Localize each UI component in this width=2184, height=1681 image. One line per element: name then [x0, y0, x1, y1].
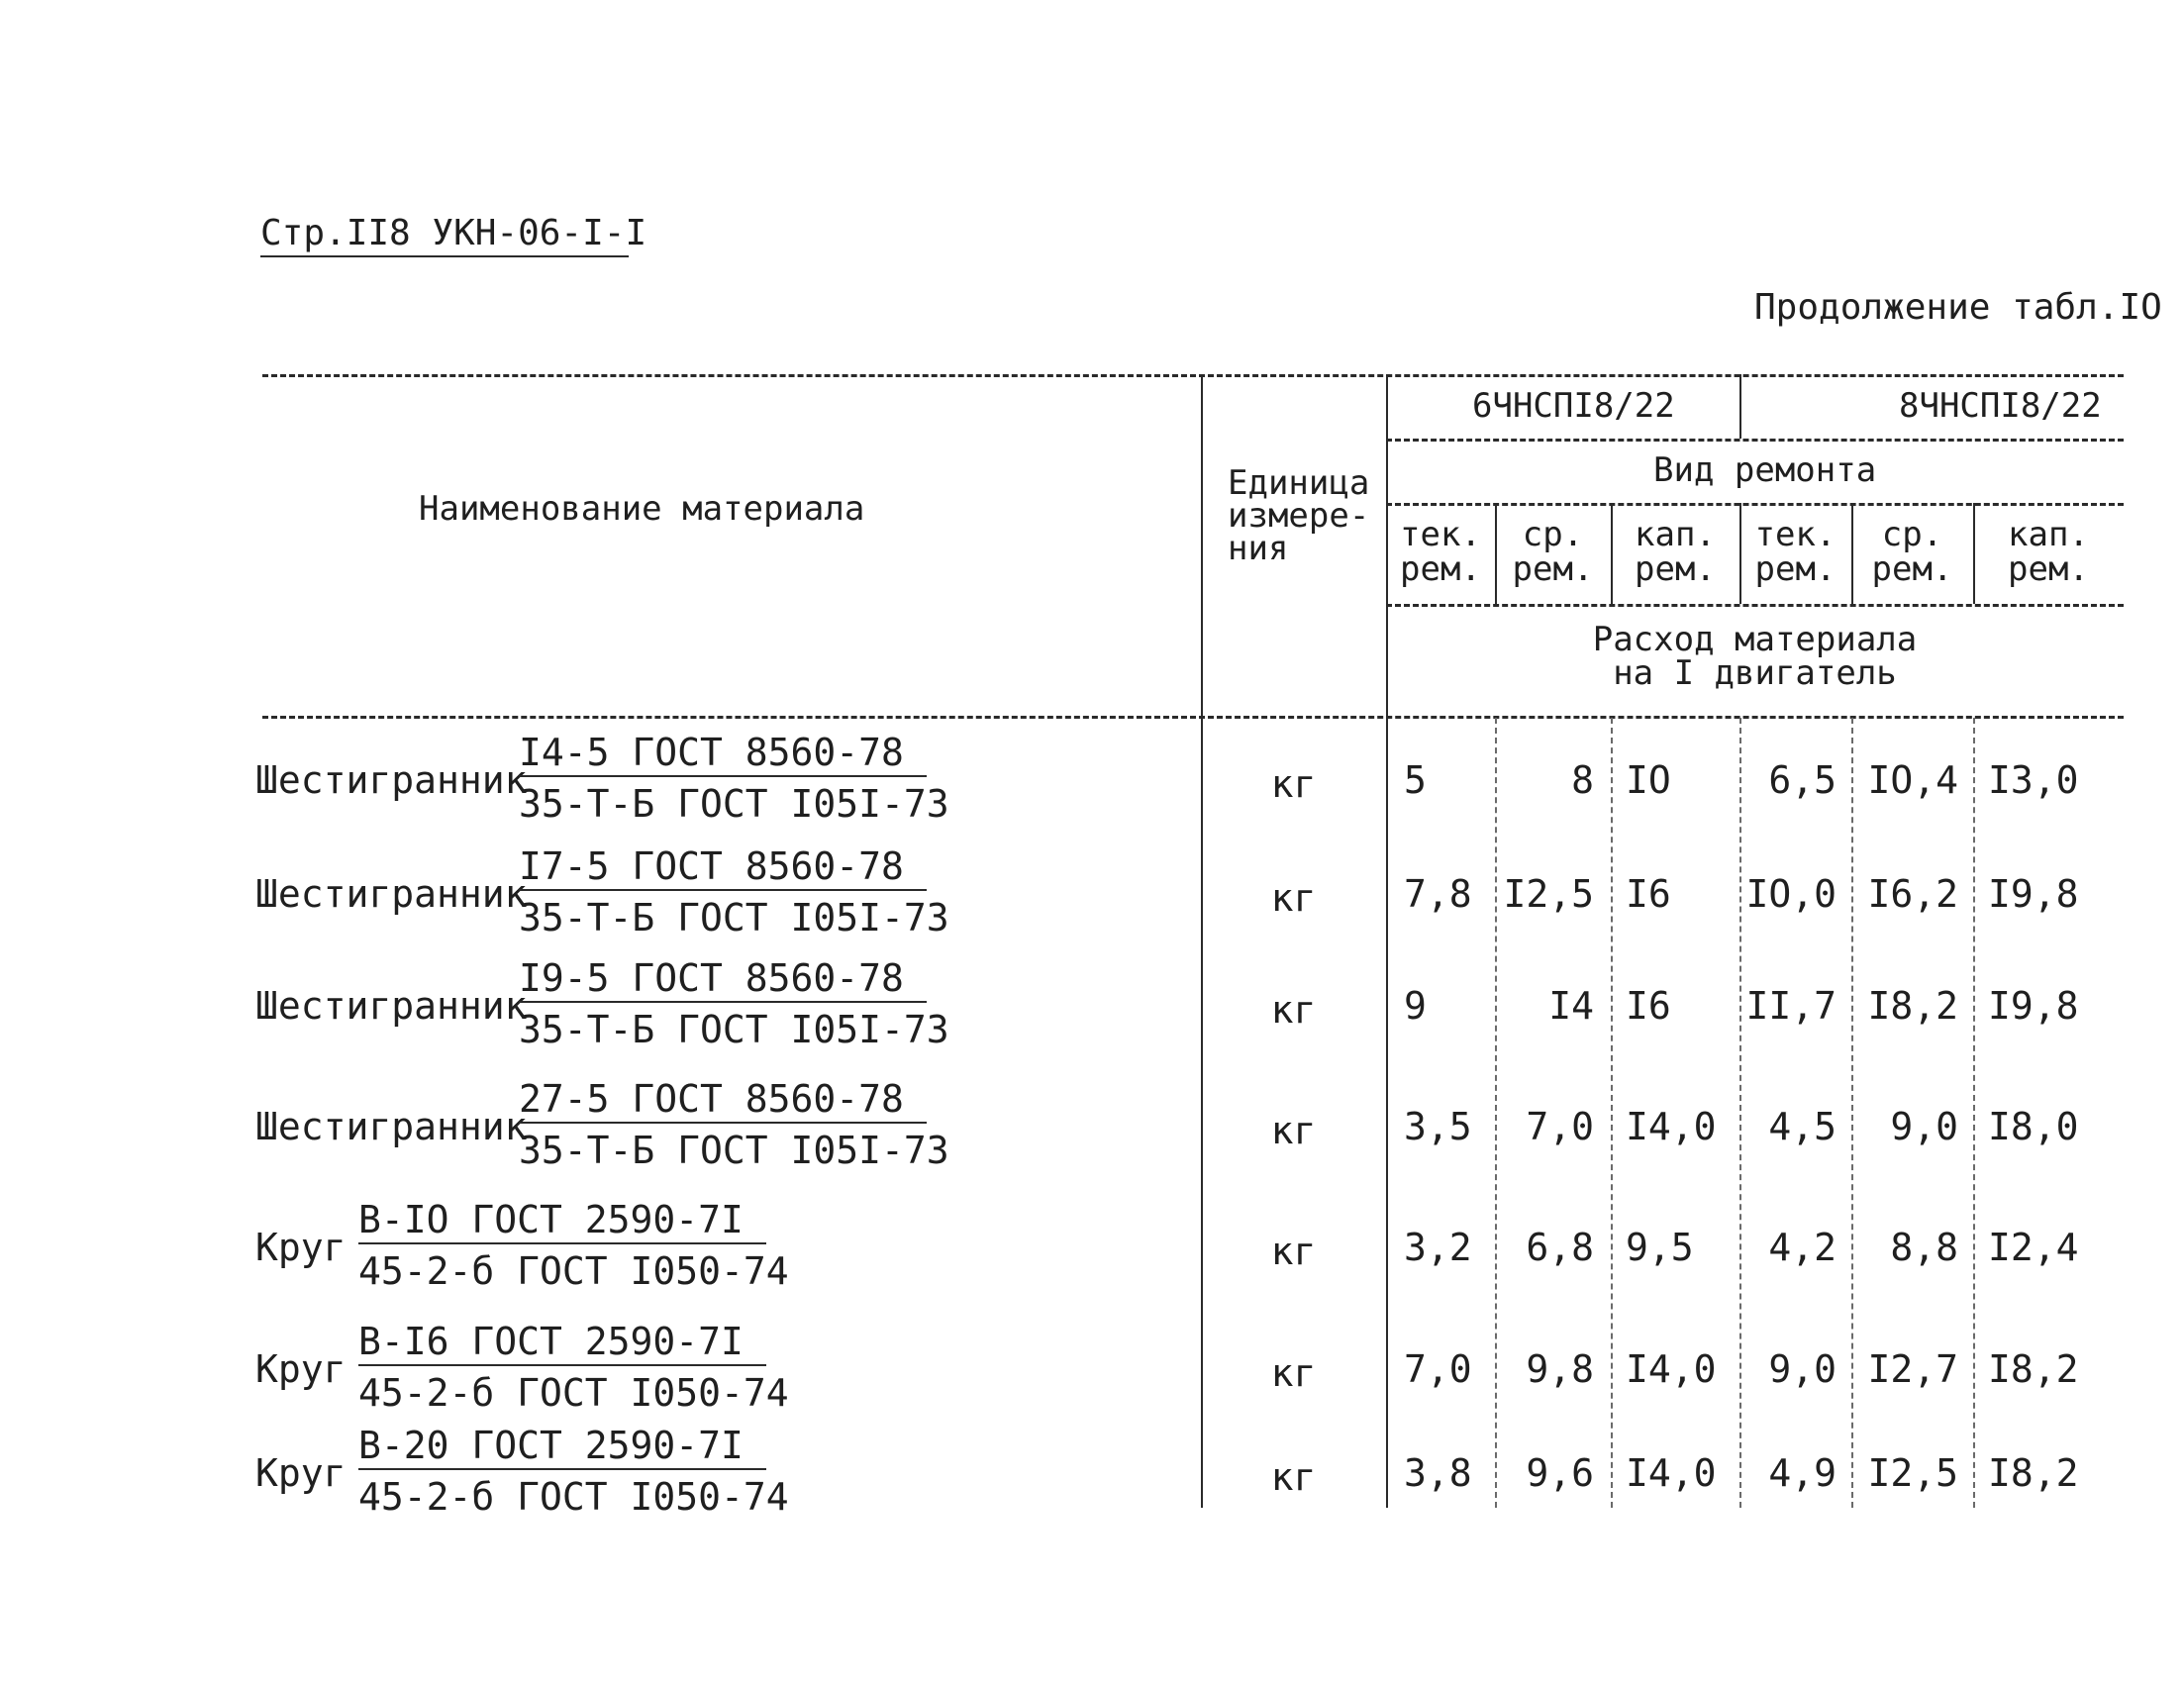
- header-consumption-line-2: на I двигатель: [1613, 653, 1897, 693]
- value-cell: I2,7: [1867, 1347, 1958, 1391]
- material-name: Круг: [255, 1451, 347, 1495]
- header-consumption-line-1: Расход материала: [1592, 620, 1918, 659]
- value-cell: 3,5: [1404, 1105, 1472, 1148]
- material-spec-fraction-bar: [519, 1001, 927, 1003]
- material-spec-fraction-bar: [358, 1364, 766, 1366]
- value-cell: I4,0: [1626, 1451, 1717, 1495]
- header-repair-col-1a: тек.: [1400, 515, 1481, 554]
- page-reference: Стр.II8 УКН-06-I-I: [260, 213, 647, 253]
- header-repair-col-6b: рем.: [2008, 549, 2089, 589]
- value-cell: 3,2: [1404, 1226, 1472, 1269]
- value-cell: I8,2: [1988, 1347, 2079, 1391]
- value-cell: 5: [1404, 758, 1427, 802]
- material-name: Круг: [255, 1226, 347, 1269]
- material-spec-numerator: В-I6 ГОСТ 2590-7I: [358, 1320, 744, 1363]
- value-cell: 4,5: [1768, 1105, 1837, 1148]
- header-repair-col-2b: рем.: [1512, 549, 1594, 589]
- material-spec-numerator: I4-5 ГОСТ 8560-78: [519, 731, 904, 774]
- material-spec-denominator: 45-2-б ГОСТ I050-74: [358, 1371, 789, 1415]
- unit-cell: кг: [1270, 1455, 1317, 1499]
- material-name: Круг: [255, 1347, 347, 1391]
- unit-cell: кг: [1270, 988, 1317, 1032]
- header-engine-2: 8ЧНСПI8/22: [1899, 386, 2102, 426]
- material-spec-denominator: 35-Т-Б ГОСТ I05I-73: [519, 1008, 949, 1051]
- header-repair-col-4b: рем.: [1754, 549, 1837, 589]
- material-spec-fraction-bar: [358, 1468, 766, 1470]
- header-repair-type: Вид ремонта: [1653, 450, 1877, 490]
- engine-header-rule: [1386, 439, 2124, 442]
- value-cell: 3,8: [1404, 1451, 1472, 1495]
- value-cell: IO,0: [1745, 872, 1837, 916]
- value-cell: I8,2: [1867, 984, 1958, 1028]
- col-divider-unit: [1201, 374, 1203, 1508]
- material-spec-denominator: 45-2-б ГОСТ I050-74: [358, 1475, 789, 1519]
- header-bottom-rule: [262, 716, 2124, 719]
- material-spec-denominator: 35-Т-Б ГОСТ I05I-73: [519, 1129, 949, 1172]
- material-spec-numerator: I9-5 ГОСТ 8560-78: [519, 956, 904, 1000]
- header-repair-col-3a: кап.: [1635, 515, 1716, 554]
- value-cell: 9,6: [1526, 1451, 1594, 1495]
- material-spec-denominator: 45-2-б ГОСТ I050-74: [358, 1249, 789, 1293]
- header-repair-col-1b: рем.: [1400, 549, 1481, 589]
- value-cell: I4: [1548, 984, 1594, 1028]
- value-cell: 8,8: [1890, 1226, 1958, 1269]
- value-cell: I2,4: [1988, 1226, 2079, 1269]
- unit-cell: кг: [1270, 1109, 1317, 1152]
- value-cell: IO,4: [1867, 758, 1958, 802]
- material-spec-denominator: 35-Т-Б ГОСТ I05I-73: [519, 782, 949, 826]
- header-repair-col-5b: рем.: [1871, 549, 1953, 589]
- table-continuation-label: Продолжение табл.IO: [1754, 287, 2162, 328]
- value-cell: 8: [1571, 758, 1594, 802]
- value-cell: I2,5: [1867, 1451, 1958, 1495]
- material-spec-fraction-bar: [519, 889, 927, 891]
- value-cell: I8,0: [1988, 1105, 2079, 1148]
- header-repair-col-6a: кап.: [2008, 515, 2089, 554]
- value-cell: 9,0: [1768, 1347, 1837, 1391]
- material-name: Шестигранник: [255, 758, 528, 802]
- material-spec-fraction-bar: [358, 1242, 766, 1244]
- value-cell: I6,2: [1867, 872, 1958, 916]
- value-cell: 7,0: [1404, 1347, 1472, 1391]
- material-spec-denominator: 35-Т-Б ГОСТ I05I-73: [519, 896, 949, 939]
- unit-cell: кг: [1270, 762, 1317, 806]
- value-cell: I6: [1626, 984, 1671, 1028]
- repair-cols-rule: [1386, 604, 2124, 607]
- header-unit-line-1: Единица: [1228, 463, 1370, 503]
- header-repair-col-2a: ср.: [1522, 515, 1584, 554]
- value-cell: 6,8: [1526, 1226, 1594, 1269]
- material-spec-fraction-bar: [519, 775, 927, 777]
- page-reference-underline: [260, 255, 629, 257]
- material-name: Шестигранник: [255, 1105, 528, 1148]
- table-top-rule: [262, 374, 2124, 377]
- value-cell: 7,8: [1404, 872, 1472, 916]
- header-material-name: Наименование материала: [419, 489, 865, 529]
- material-spec-numerator: 27-5 ГОСТ 8560-78: [519, 1077, 904, 1121]
- value-cell: I4,0: [1626, 1347, 1717, 1391]
- value-cell: 9,8: [1526, 1347, 1594, 1391]
- body-divider-5: [1973, 718, 1975, 1508]
- value-cell: 4,2: [1768, 1226, 1837, 1269]
- header-unit-line-3: ния: [1228, 529, 1289, 568]
- value-cell: 9: [1404, 984, 1427, 1028]
- material-spec-fraction-bar: [519, 1122, 927, 1124]
- unit-cell: кг: [1270, 1351, 1317, 1395]
- value-cell: I9,8: [1988, 984, 2079, 1028]
- value-cell: I8,2: [1988, 1451, 2079, 1495]
- value-cell: 9,5: [1626, 1226, 1694, 1269]
- engine-divider: [1739, 374, 1741, 439]
- material-name: Шестигранник: [255, 984, 528, 1028]
- header-repair-col-4a: тек.: [1754, 515, 1837, 554]
- header-unit-line-2: измере-: [1228, 496, 1370, 536]
- header-engine-1: 6ЧНСПI8/22: [1472, 386, 1675, 426]
- value-cell: I3,0: [1988, 758, 2079, 802]
- unit-cell: кг: [1270, 1230, 1317, 1273]
- material-name: Шестигранник: [255, 872, 528, 916]
- material-spec-numerator: I7-5 ГОСТ 8560-78: [519, 844, 904, 888]
- material-spec-numerator: В-IO ГОСТ 2590-7I: [358, 1198, 744, 1241]
- value-cell: 6,5: [1768, 758, 1837, 802]
- value-cell: IO: [1626, 758, 1671, 802]
- value-cell: 7,0: [1526, 1105, 1594, 1148]
- header-repair-col-3b: рем.: [1635, 549, 1716, 589]
- value-cell: I9,8: [1988, 872, 2079, 916]
- unit-cell: кг: [1270, 876, 1317, 920]
- value-cell: II,7: [1745, 984, 1837, 1028]
- value-cell: I4,0: [1626, 1105, 1717, 1148]
- header-repair-col-5a: ср.: [1881, 515, 1943, 554]
- body-divider-2: [1611, 718, 1613, 1508]
- value-cell: I6: [1626, 872, 1671, 916]
- material-spec-numerator: В-20 ГОСТ 2590-7I: [358, 1424, 744, 1467]
- value-cell: 4,9: [1768, 1451, 1837, 1495]
- value-cell: I2,5: [1503, 872, 1594, 916]
- value-cell: 9,0: [1890, 1105, 1958, 1148]
